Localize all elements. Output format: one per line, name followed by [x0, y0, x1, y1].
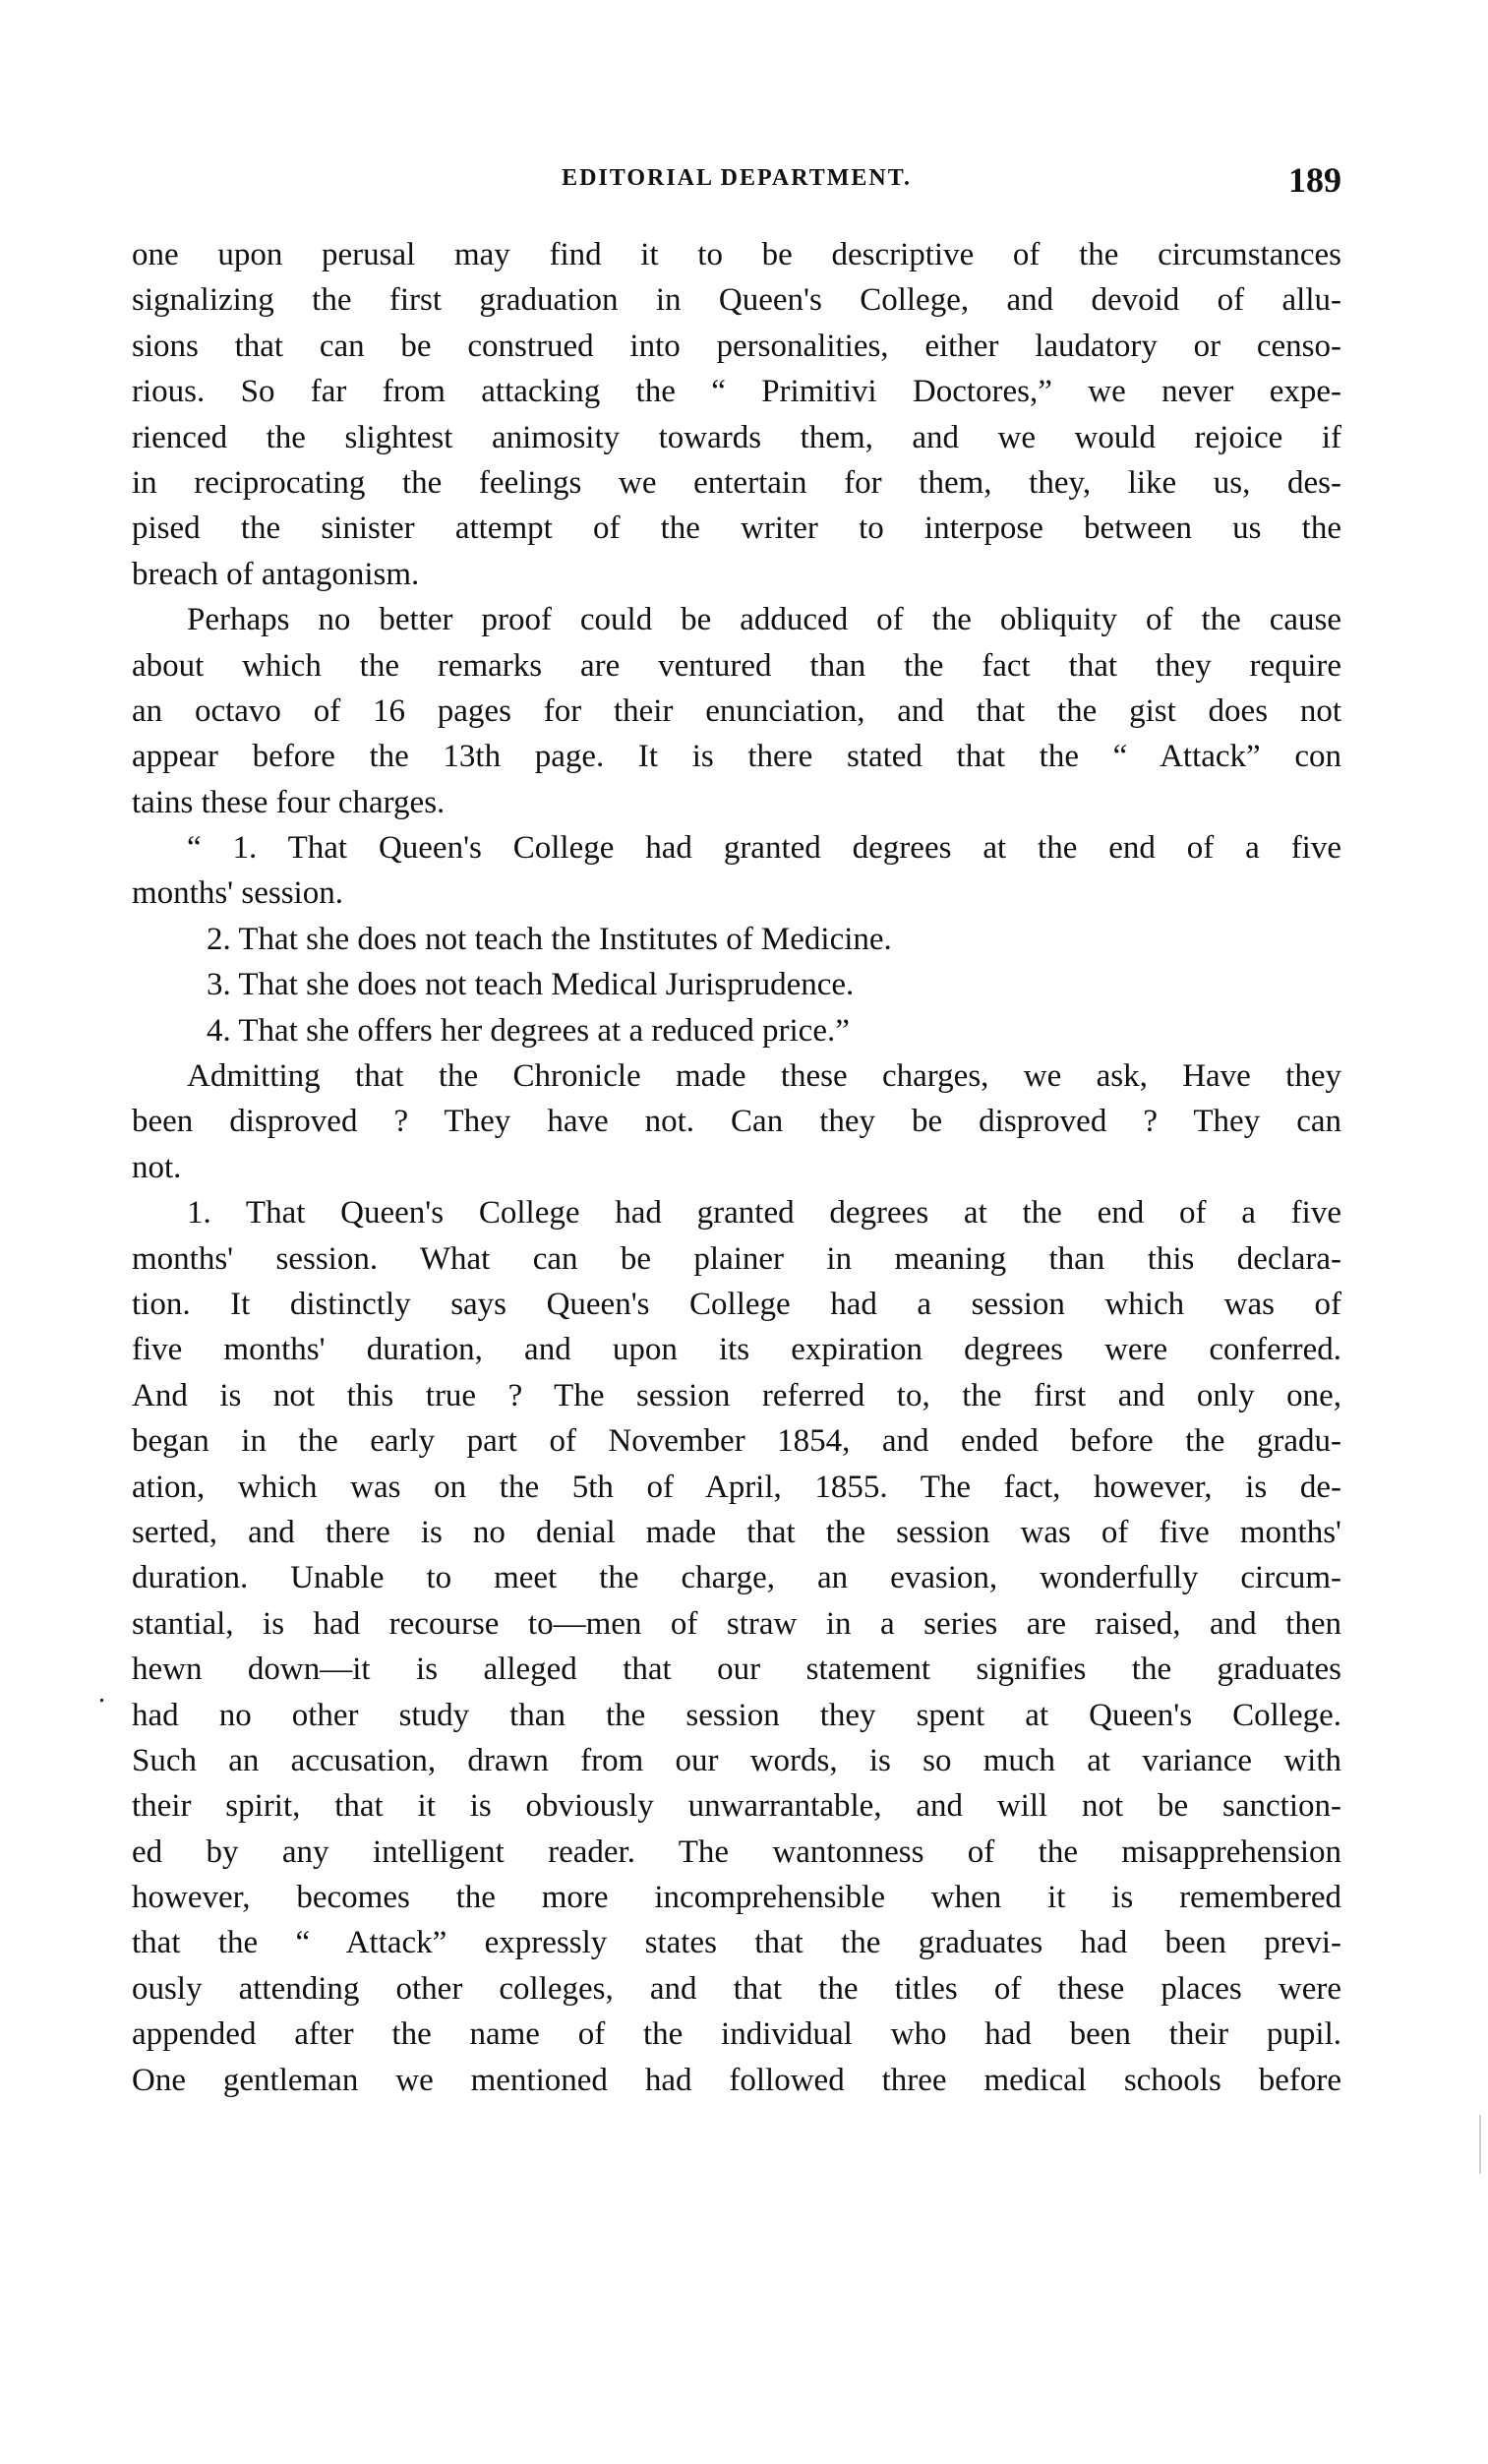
page-header — [132, 159, 1341, 209]
text-line: had no other study than the session they spent at Queen's College. — [132, 1697, 1341, 1733]
running-head: EDITORIAL DEPARTMENT. — [562, 165, 912, 191]
text-line: 4. That she offers her degrees at a reduced price.” — [207, 1012, 850, 1049]
text-line: One gentleman we mentioned had followed three medical schools before — [132, 2062, 1341, 2098]
text-line: pised the sinister attempt of the writer to interpose between us the — [132, 511, 1341, 547]
text-line: tains these four charges. — [132, 784, 446, 820]
text-line: signalizing the first graduation in Queen's College, and devoid of allu- — [132, 282, 1341, 319]
text-line: duration. Unable to meet the charge, an evasion, wonderfully circum- — [132, 1560, 1341, 1596]
text-line: however, becomes the more incomprehensible when it is remembered — [132, 1880, 1341, 1916]
text-line: been disproved ? They have not. Can they be disproved ? They can — [132, 1104, 1341, 1140]
text-line: 1. That Queen's College had granted degrees at the end of a five — [187, 1195, 1341, 1232]
text-line: ation, which was on the 5th of April, 1855. The fact, however, is de- — [132, 1469, 1341, 1505]
text-line: an octavo of 16 pages for their enunciation, and that the gist does not — [132, 692, 1341, 729]
text-line: hewn down—it is alleged that our statement signifies the graduates — [132, 1652, 1341, 1688]
text-line: “ 1. That Queen's College had granted degrees at the end of a five — [187, 830, 1341, 867]
margin-mark: . — [98, 1678, 105, 1709]
text-line: months' session. — [132, 875, 343, 912]
text-line: their spirit, that it is obviously unwarrantable, and will not be sanction- — [132, 1788, 1341, 1825]
text-line: rienced the slightest animosity towards them, and we would rejoice if — [132, 419, 1341, 455]
text-line: in reciprocating the feelings we entertain for them, they, like us, des- — [132, 464, 1341, 501]
text-line: breach of antagonism. — [132, 556, 420, 592]
text-line: months' session. What can be plainer in meaning than this declara- — [132, 1240, 1341, 1277]
text-line: stantial, is had recourse to—men of straw in a series are raised, and then — [132, 1605, 1341, 1642]
text-line: appended after the name of the individual who had been their pupil. — [132, 2016, 1341, 2053]
text-line: Admitting that the Chronicle made these charges, we ask, Have they — [187, 1058, 1341, 1095]
text-line: tion. It distinctly says Queen's College had a session which was of — [132, 1286, 1341, 1322]
text-line: Perhaps no better proof could be adduced of the obliquity of the cause — [187, 602, 1341, 638]
text-line: 3. That she does not teach Medical Jurisprudence. — [207, 967, 855, 1003]
text-line: serted, and there is no denial made that the session was of five months' — [132, 1514, 1341, 1550]
text-line: five months' duration, and upon its expiration degrees were conferred. — [132, 1332, 1341, 1368]
text-line: ously attending other colleges, and that the titles of these places were — [132, 1970, 1341, 2007]
text-line: ed by any intelligent reader. The wantonness of the misapprehension — [132, 1833, 1341, 1870]
text-line: 2. That she does not teach the Institutes of Medicine. — [207, 921, 892, 957]
body-text — [132, 232, 1341, 2103]
text-line: And is not this true ? The session referred to, the first and only one, — [132, 1377, 1341, 1413]
text-line: that the “ Attack” expressly states that the graduates had been previ- — [132, 1925, 1341, 1961]
page-edge-mark — [1479, 2115, 1481, 2174]
text-line: began in the early part of November 1854, and ended before the gradu- — [132, 1423, 1341, 1460]
text-line: Such an accusation, drawn from our words, is so much at variance with — [132, 1742, 1341, 1778]
text-line: sions that can be construed into personalities, either laudatory or censo- — [132, 328, 1341, 364]
page-number: 189 — [1288, 160, 1341, 200]
text-line: not. — [132, 1149, 182, 1185]
text-line: appear before the 13th page. It is there stated that the “ Attack” con — [132, 739, 1341, 775]
text-line: about which the remarks are ventured than the fact that they require — [132, 647, 1341, 684]
text-line: rious. So far from attacking the “ Primitivi Doctores,” we never expe- — [132, 374, 1341, 410]
text-line: one upon perusal may find it to be descriptive of the circumstances — [132, 237, 1341, 272]
